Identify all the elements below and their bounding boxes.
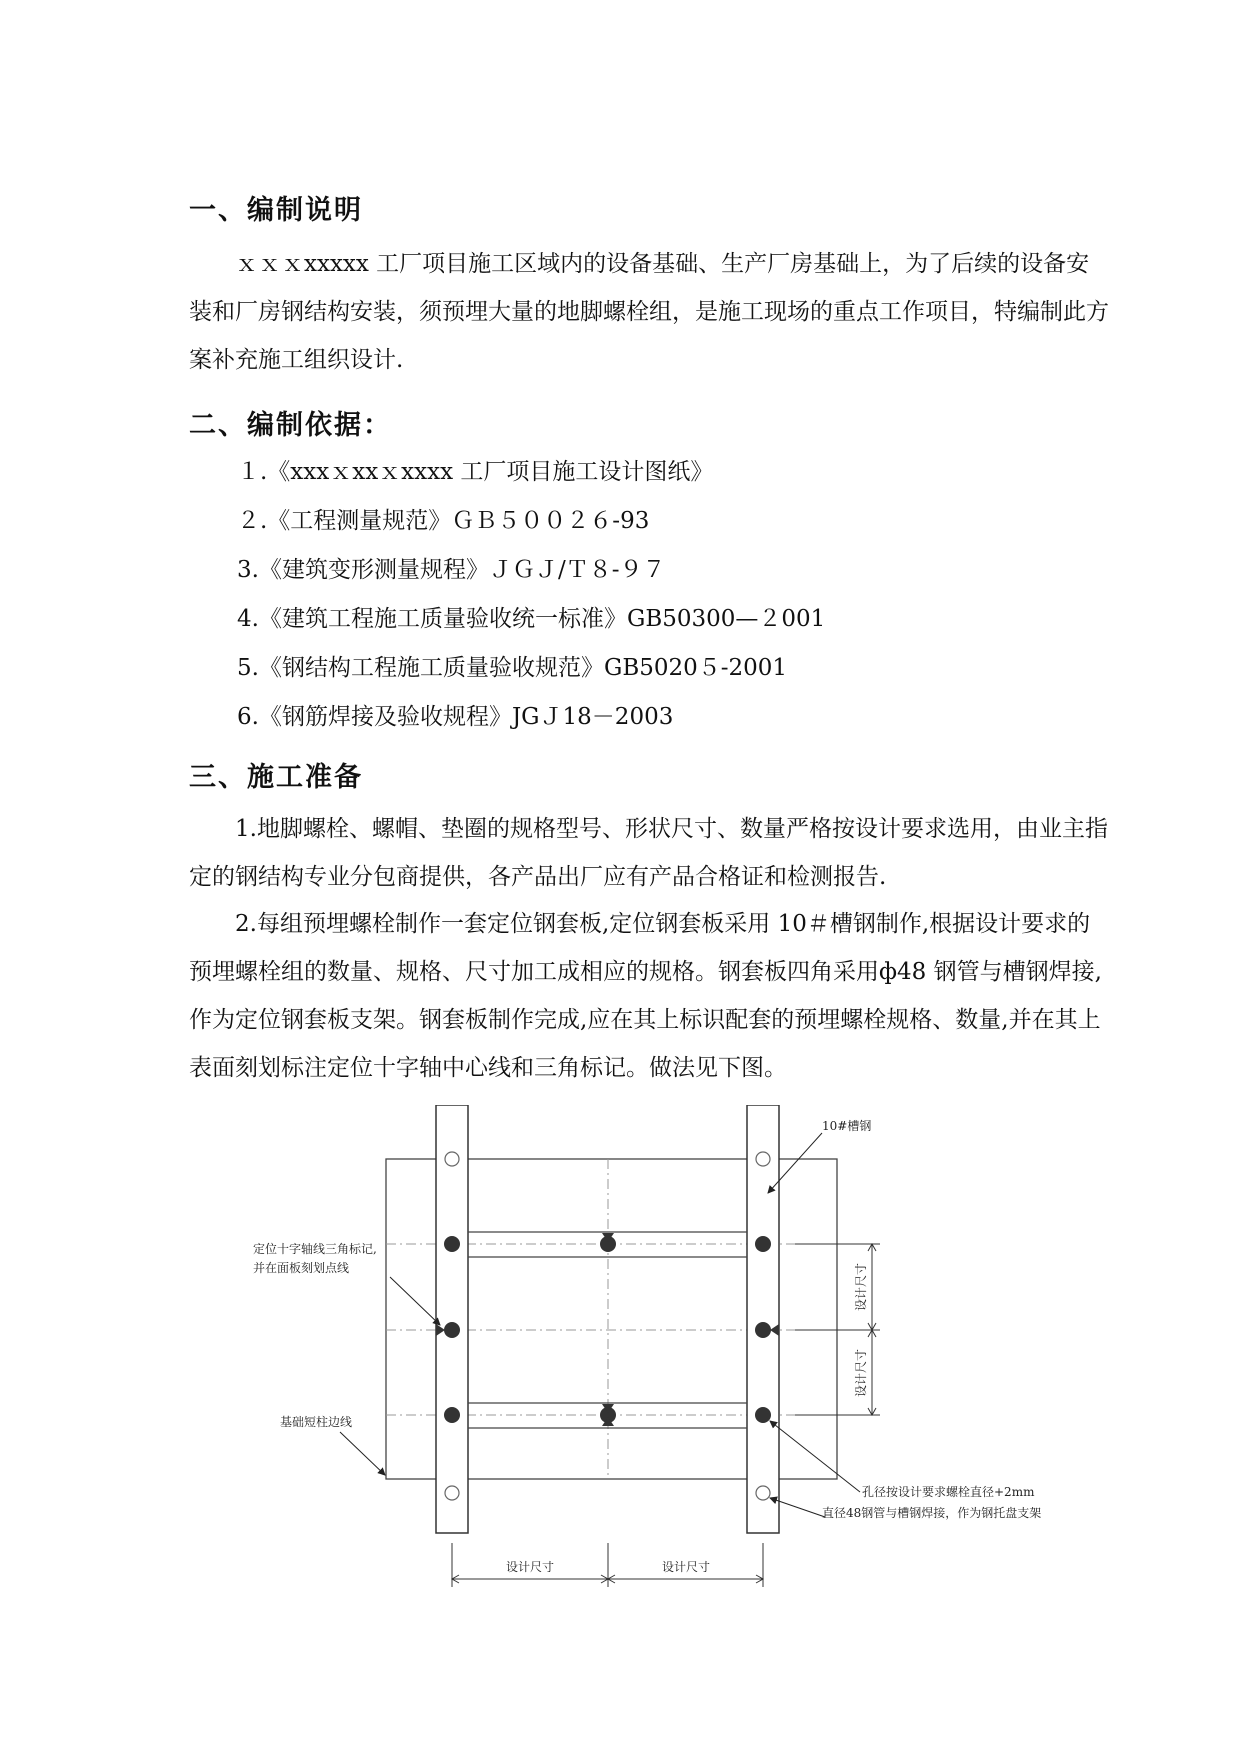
reference-item-2: ２.《工程测量规范》ＧＢ５００２６-93 (237, 508, 650, 534)
label-marker-line-1: 定位十字轴线三角标记, (253, 1242, 377, 1256)
label-hole-size: 孔径按设计要求螺栓直径+2mm (862, 1485, 1035, 1499)
section-1-paragraph: ｘｘｘxxxxx 工厂项目施工区域内的设备基础、生产厂房基础上，为了后续的设备安装和厂房钢结构安装，须预埋大量的地脚螺栓组，是施工现场的重点工作项目，特编制此方案补充施工组织设计. (189, 251, 1109, 373)
section-3-paragraph-2: 2.每组预埋螺栓制作一套定位钢套板,定位钢套板采用 10＃槽钢制作,根据设计要求的预埋螺栓组的数量、规格、尺寸加工成相应的规格。钢套板四角采用ф48 钢管与槽钢焊接,作为定位钢套板支架。钢套板制作完成,应在其上标识配套的预埋螺栓规格、数量,并在其上表面刻划标注定位十字轴中心线和三角标记。做法见下图。 (189, 911, 1102, 1081)
reference-item-1: １.《xxxｘxxｘxxxx 工厂项目施工设计图纸》 (237, 459, 714, 485)
reference-item-6: 6.《钢筋焊接及验收规程》JGＪ18－2003 (237, 704, 674, 730)
channel-steel-right (747, 1105, 779, 1533)
section-3-paragraph-1: 1.地脚螺栓、螺帽、垫圈的规格型号、形状尺寸、数量严格按设计要求选用，由业主指定的钢结构专业分包商提供，各产品出厂应有产品合格证和检测报告. (189, 816, 1108, 890)
steel-template-diagram (240, 1105, 1070, 1605)
label-column-edge: 基础短柱边线 (280, 1415, 353, 1429)
section-heading-1: 一、编制说明 (189, 195, 363, 226)
dim-label-vertical-2: 设计尺寸 (854, 1348, 868, 1398)
dim-label-horizontal-2: 设计尺寸 (661, 1560, 711, 1574)
dim-label-vertical-1: 设计尺寸 (854, 1262, 868, 1312)
channel-steel-left (436, 1105, 468, 1533)
section-heading-2: 二、编制依据： (189, 410, 392, 441)
label-channel-steel: 10#槽钢 (822, 1119, 872, 1133)
dim-label-horizontal-1: 设计尺寸 (505, 1560, 555, 1574)
reference-item-5: 5.《钢结构工程施工质量验收规范》GB5020５-2001 (237, 655, 788, 681)
section-heading-3: 三、施工准备 (189, 762, 363, 793)
label-marker-line-2: 并在面板刻划点线 (253, 1261, 350, 1275)
leader-lines (340, 1133, 860, 1517)
reference-item-3: 3.《建筑变形测量规程》ＪＧＪ/Ｔ８-９７ (237, 557, 666, 583)
label-pipe-support: 直径48钢管与槽钢焊接，作为钢托盘支架 (822, 1506, 1042, 1520)
reference-item-4: 4.《建筑工程施工质量验收统一标准》GB50300—２001 (237, 606, 826, 632)
horizontal-dimensions (452, 1543, 763, 1587)
